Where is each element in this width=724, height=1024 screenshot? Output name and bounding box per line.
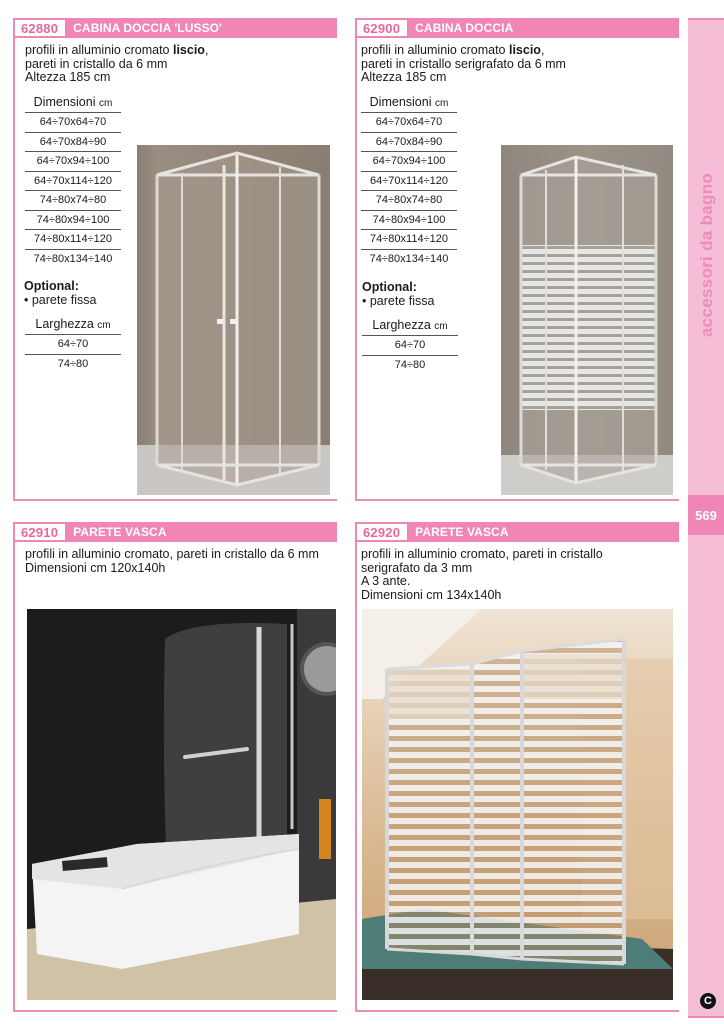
width-row: 74÷80 — [57, 357, 89, 370]
width-row: 64÷70 — [25, 335, 121, 355]
dimension-row: 64÷70x84÷90 — [25, 133, 121, 153]
dimension-row: 64÷70x94÷100 — [25, 152, 121, 172]
width-row: 64÷70 — [362, 336, 458, 356]
product-title: PARETE VASCA — [73, 525, 167, 539]
product-description: profili in alluminio cromato liscio, pareti in cristallo da 6 mm Altezza 185 cm — [25, 43, 209, 84]
product-header — [355, 522, 679, 542]
dimension-row: 64÷70x114÷120 — [25, 172, 121, 192]
product-code: 62920 — [357, 524, 407, 540]
product-image-striped-shower — [501, 145, 673, 495]
section-label-text: accessori da bagno — [697, 172, 717, 338]
dimension-row: 74÷80x114÷120 — [25, 230, 121, 250]
width-table — [25, 317, 121, 374]
width-table — [362, 318, 458, 375]
product-header — [355, 18, 679, 38]
product-description: profili in alluminio cromato, pareti in cristallo serigrafato da 3 mm A 3 ante. Dimensioni cm 134x140h — [361, 547, 603, 602]
product-description: profili in alluminio cromato liscio, pareti in cristallo serigrafato da 6 mm Altezza 185 cm — [361, 43, 566, 84]
dimension-row: 64÷70x84÷90 — [361, 133, 457, 153]
dimension-row: 64÷70x64÷70 — [361, 113, 457, 133]
optional-block — [362, 280, 434, 308]
product-title: PARETE VASCA — [415, 525, 509, 539]
product-code: 62900 — [357, 20, 407, 36]
product-image-clear-shower — [137, 145, 330, 495]
shower-enclosure-illustration — [137, 145, 330, 495]
product-code: 62880 — [15, 20, 65, 36]
dimension-row: 74÷80x114÷120 — [361, 230, 457, 250]
emphasis-text: liscio — [508, 43, 541, 57]
dimensions-header: Dimensioni cm — [25, 95, 121, 113]
striped-shower-illustration — [501, 145, 673, 495]
dimension-row: 74÷80x74÷80 — [361, 191, 457, 211]
optional-title: Optional: — [362, 280, 417, 294]
dimensions-header: Dimensioni cm — [361, 95, 457, 113]
dimensions-table — [361, 95, 457, 269]
optional-title: Optional: — [24, 279, 79, 293]
dimension-row: 74÷80x134÷140 — [369, 252, 449, 265]
product-title: CABINA DOCCIA — [415, 21, 514, 35]
dimension-row: 64÷70x114÷120 — [361, 172, 457, 192]
dimension-row: 74÷80x94÷100 — [25, 211, 121, 231]
optional-item: • parete fissa — [24, 293, 97, 307]
width-header: Larghezza cm — [25, 317, 121, 335]
product-title: CABINA DOCCIA 'LUSSO' — [73, 21, 223, 35]
page-number: 569 — [688, 495, 724, 535]
dimension-row: 74÷80x74÷80 — [25, 191, 121, 211]
dimension-row: 64÷70x64÷70 — [25, 113, 121, 133]
dimension-row: 74÷80x94÷100 — [361, 211, 457, 231]
section-label — [692, 170, 722, 340]
product-image-3-panel-screen — [362, 609, 673, 1000]
bath-screen-illustration — [27, 609, 336, 1000]
product-header — [13, 18, 337, 38]
product-header — [13, 522, 337, 542]
three-panel-screen-illustration — [362, 609, 673, 1000]
optional-item: • parete fissa — [362, 294, 435, 308]
dimension-row: 64÷70x94÷100 — [361, 152, 457, 172]
width-row: 74÷80 — [394, 358, 426, 371]
publisher-logo-icon: C — [700, 993, 716, 1009]
product-image-bath-screen — [27, 609, 336, 1000]
dimension-row: 74÷80x134÷140 — [33, 252, 113, 265]
dimensions-table — [25, 95, 121, 269]
optional-block — [24, 279, 96, 307]
width-header: Larghezza cm — [362, 318, 458, 336]
emphasis-text: liscio — [172, 43, 205, 57]
product-description: profili in alluminio cromato, pareti in cristallo da 6 mm Dimensioni cm 120x140h — [25, 547, 319, 575]
product-code: 62910 — [15, 524, 65, 540]
